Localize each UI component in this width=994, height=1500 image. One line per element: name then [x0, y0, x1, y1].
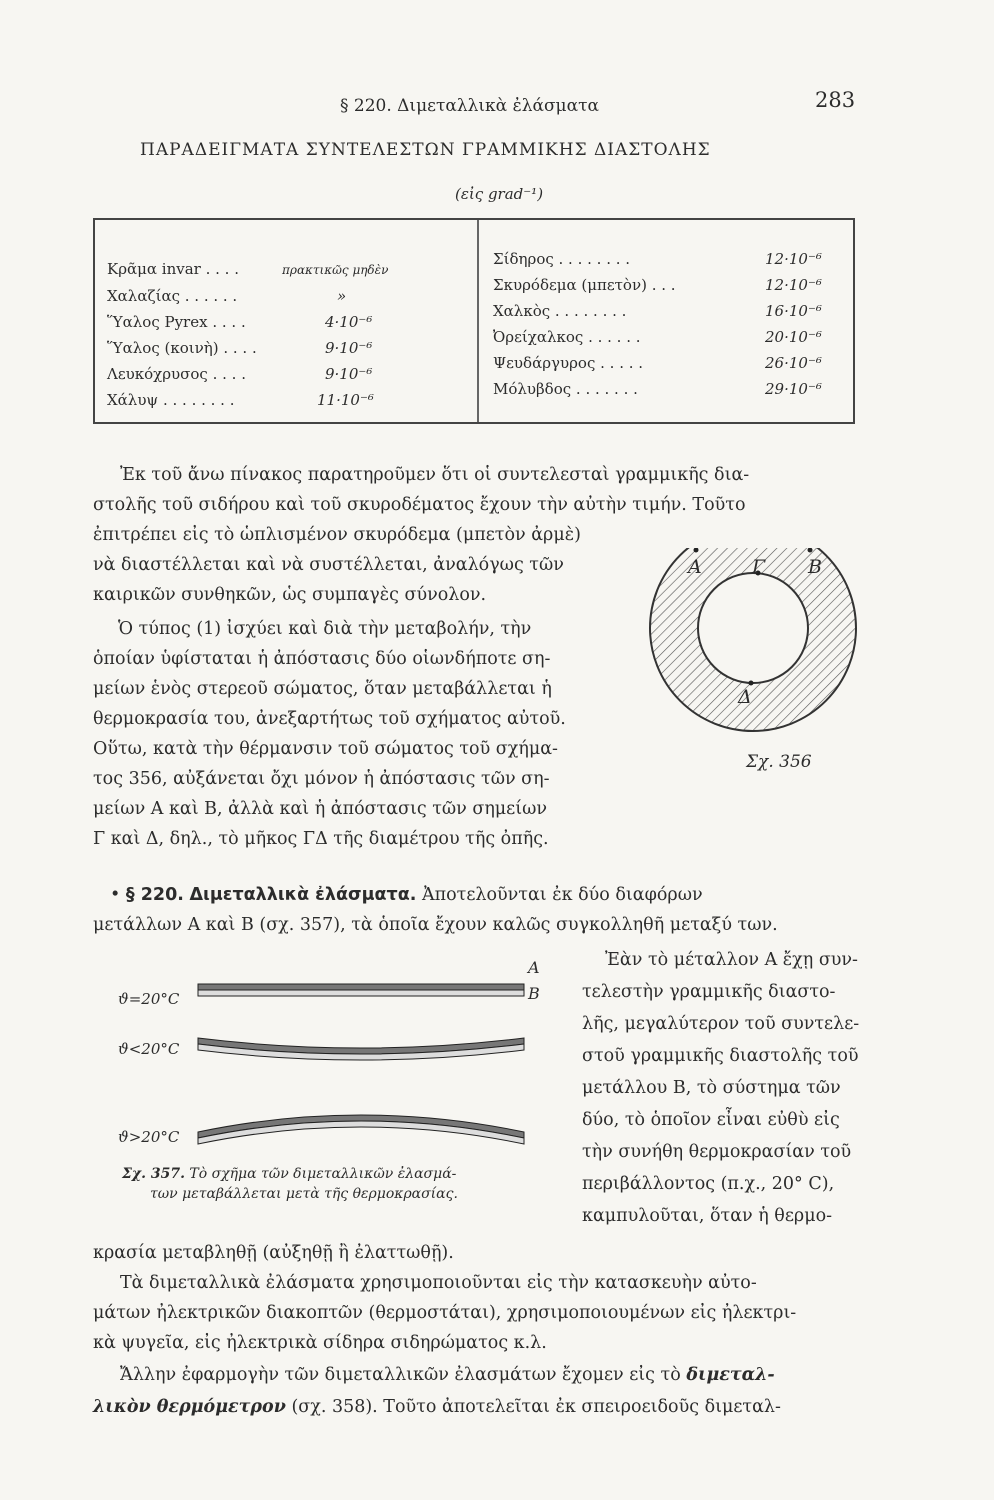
paragraph-5-line [120, 1360, 775, 1390]
page-number: 283 [815, 88, 856, 112]
coefficient-value: πρακτικῶς μηδὲν [282, 263, 389, 277]
coefficient-value: » [337, 287, 347, 305]
material-name: Σκυρόδεμα (μπετὸν) . . . [493, 276, 676, 294]
paragraph-1-line: καιρικῶν συνθηκῶν, ὡς συμπαγὲς σύνολον. [93, 585, 487, 605]
coefficient-value: 12·10⁻⁶ [765, 250, 822, 268]
section-intro: Ἀποτελοῦνται ἐκ δύο διαφόρων [421, 885, 703, 905]
material-name: Λευκόχρυσος . . . . [107, 365, 246, 383]
strip-straight-a [198, 984, 524, 990]
figure-356-ring [638, 548, 868, 778]
coefficient-value: 9·10⁻⁶ [325, 365, 373, 383]
label-d: Δ [738, 686, 752, 708]
inner-hole [698, 573, 808, 683]
bimetallic-thermometer-term: λικὸν θερμόμετρον [93, 1397, 286, 1417]
figure-357-caption [122, 1166, 456, 1182]
paragraph-1-line: ἐπιτρέπει εἰς τὸ ὡπλισμένον σκυρόδεμα (μπετὸν ἀρμὲ) [93, 525, 581, 545]
table-title: ΠΑΡΑΔΕΙΓΜΑΤΑ ΣΥΝΤΕΛΕΣΤΩΝ ΓΡΑΜΜΙΚΗΣ ΔΙΑΣΤΟΛΗΣ [140, 140, 711, 160]
right-column-line: καμπυλοῦται, ὅταν ἡ θερμο- [582, 1206, 833, 1226]
coefficient-value: 16·10⁻⁶ [765, 302, 822, 320]
paragraph-4-line: Τὰ διμεταλλικὰ ἐλάσματα χρησιμοποιοῦνται εἰς τὴν κατασκευὴν αὐτο- [120, 1273, 757, 1293]
paragraph-4-line: κρασία μεταβληθῇ (αὐξηθῇ ἢ ἐλαττωθῇ). [93, 1243, 454, 1263]
material-name: Χάλυψ . . . . . . . . [107, 391, 235, 409]
temp-label-lower: ϑ<20°C [118, 1040, 180, 1058]
paragraph-2-line: μείων Α καὶ Β, ἀλλὰ καὶ ἡ ἀπόστασις τῶν σημείων [93, 799, 548, 819]
point-d-dot [749, 681, 754, 686]
material-name: Ὀρείχαλκος . . . . . . [493, 328, 641, 346]
paragraph-5-text: (σχ. 358). Τοῦτο ἀποτελεῖται ἐκ σπειροειδοῦς διμεταλ- [291, 1397, 781, 1417]
paragraph-2-line: μείων ἑνὸς στερεοῦ σώματος, ὅταν μεταβάλλεται ἡ [93, 679, 552, 699]
coefficients-table [93, 218, 855, 424]
figure-357-caption-number: Σχ. 357. [122, 1166, 185, 1182]
section-title: Διμεταλλικὰ ἐλάσματα. [189, 885, 417, 905]
material-name: Ὕαλος (κοινὴ) . . . . [107, 339, 257, 357]
running-header: § 220. Διμεταλλικὰ ἐλάσματα [340, 96, 599, 116]
material-name: Ὕαλος Pyrex . . . . [107, 313, 246, 331]
label-b: Β [808, 556, 822, 578]
coefficient-value: 4·10⁻⁶ [325, 313, 373, 331]
temp-label-equal: ϑ=20°C [118, 990, 180, 1008]
section-heading-line [110, 880, 703, 910]
material-name: Σίδηρος . . . . . . . . [493, 250, 631, 268]
paragraph-2-line: τος 356, αὐξάνεται ὄχι μόνον ἡ ἀπόστασις τῶν ση- [93, 769, 550, 789]
right-column-line: δύο, τὸ ὁποῖον εἶναι εὐθὺ εἰς [582, 1110, 840, 1130]
label-a: Α [688, 556, 702, 578]
section-line-2: μετάλλων Α καὶ Β (σχ. 357), τὰ ὁποῖα ἔχουν καλῶς συγκολληθῆ μεταξύ των. [93, 915, 778, 935]
paragraph-1-line: στολῆς τοῦ σιδήρου καὶ τοῦ σκυροδέματος ἔχουν τὴν αὐτὴν τιμήν. Τοῦτο [93, 495, 746, 515]
temp-label-higher: ϑ>20°C [118, 1128, 180, 1146]
table-divider [477, 220, 479, 422]
figure-357-strips [196, 970, 532, 1155]
coefficient-value: 9·10⁻⁶ [325, 339, 373, 357]
strip-straight-b [198, 990, 524, 996]
material-name: Ψευδάργυρος . . . . . [493, 354, 644, 372]
right-column-line: τελεστὴν γραμμικῆς διαστο- [582, 982, 836, 1002]
paragraph-2-line: Ὁ τύπος (1) ἰσχύει καὶ διὰ τὴν μεταβολήν, τὴν [118, 619, 532, 639]
right-column-line: λῆς, μεγαλύτερον τοῦ συντελε- [582, 1014, 860, 1034]
material-name: Χαλαζίας . . . . . . [107, 287, 238, 305]
right-column-line: Ἐὰν τὸ μέταλλον Α ἔχῃ συν- [605, 950, 858, 970]
strip-label-a: Α [528, 958, 540, 977]
paragraph-5-line [93, 1392, 781, 1422]
right-column-line: μετάλλου Β, τὸ σύστημα τῶν [582, 1078, 841, 1098]
right-column-line: στοῦ γραμμικῆς διαστολῆς τοῦ [582, 1046, 859, 1066]
paragraph-1-line: Ἐκ τοῦ ἄνω πίνακος παρατηροῦμεν ὅτι οἱ συντελεσταὶ γραμμικῆς δια- [120, 465, 750, 485]
coefficient-value: 29·10⁻⁶ [765, 380, 822, 398]
paragraph-4-line: μάτων ἠλεκτρικῶν διακοπτῶν (θερμοστάται), χρησιμοποιουμένων εἰς ἠλεκτρι- [93, 1303, 797, 1323]
material-name: Χαλκὸς . . . . . . . . [493, 302, 627, 320]
bimetallic-term: διμεταλ- [686, 1365, 775, 1385]
figure-357-caption-text: Τὸ σχῆμα τῶν διμεταλλικῶν ἐλασμά- [189, 1166, 457, 1182]
coefficient-value: 26·10⁻⁶ [765, 354, 822, 372]
coefficient-value: 20·10⁻⁶ [765, 328, 822, 346]
right-column-line: τὴν συνήθη θερμοκρασίαν τοῦ [582, 1142, 852, 1162]
strip-label-b: Β [528, 984, 540, 1003]
paragraph-4-line: κὰ ψυγεῖα, εἰς ἠλεκτρικὰ σίδηρα σιδηρώματος κ.λ. [93, 1333, 547, 1353]
paragraph-1-line: νὰ διαστέλλεται καὶ νὰ συστέλλεται, ἀναλόγως τῶν [93, 555, 564, 575]
coefficient-value: 11·10⁻⁶ [317, 391, 374, 409]
section-number: § 220. [125, 885, 184, 905]
label-g: Γ [752, 556, 766, 578]
material-name: Κρᾶμα invar . . . . [107, 260, 239, 278]
material-name: Μόλυβδος . . . . . . . [493, 380, 638, 398]
table-unit: (εἰς grad⁻¹) [455, 185, 544, 203]
paragraph-5-text: Ἄλλην ἐφαρμογὴν τῶν διμεταλλικῶν ἐλασμάτων ἔχομεν εἰς τὸ [120, 1365, 681, 1385]
figure-356-caption: Σχ. 356 [746, 752, 812, 772]
paragraph-2-line: ὁποίαν ὑφίσταται ἡ ἀπόστασις δύο οἱωνδήποτε ση- [93, 649, 551, 669]
section-bullet: • [110, 885, 126, 905]
paragraph-2-line: Γ καὶ Δ, δηλ., τὸ μῆκος ΓΔ τῆς διαμέτρου τῆς ὀπῆς. [93, 829, 549, 849]
paragraph-2-line: Οὕτω, κατὰ τὴν θέρμανσιν τοῦ σώματος τοῦ σχήμα- [93, 739, 558, 759]
coefficient-value: 12·10⁻⁶ [765, 276, 822, 294]
paragraph-2-line: θερμοκρασία του, ἀνεξαρτήτως τοῦ σχήματος αὐτοῦ. [93, 709, 566, 729]
right-column-line: περιβάλλοντος (π.χ., 20° C), [582, 1174, 835, 1194]
figure-357-caption-line2: των μεταβάλλεται μετὰ τῆς θερμοκρασίας. [150, 1186, 458, 1202]
